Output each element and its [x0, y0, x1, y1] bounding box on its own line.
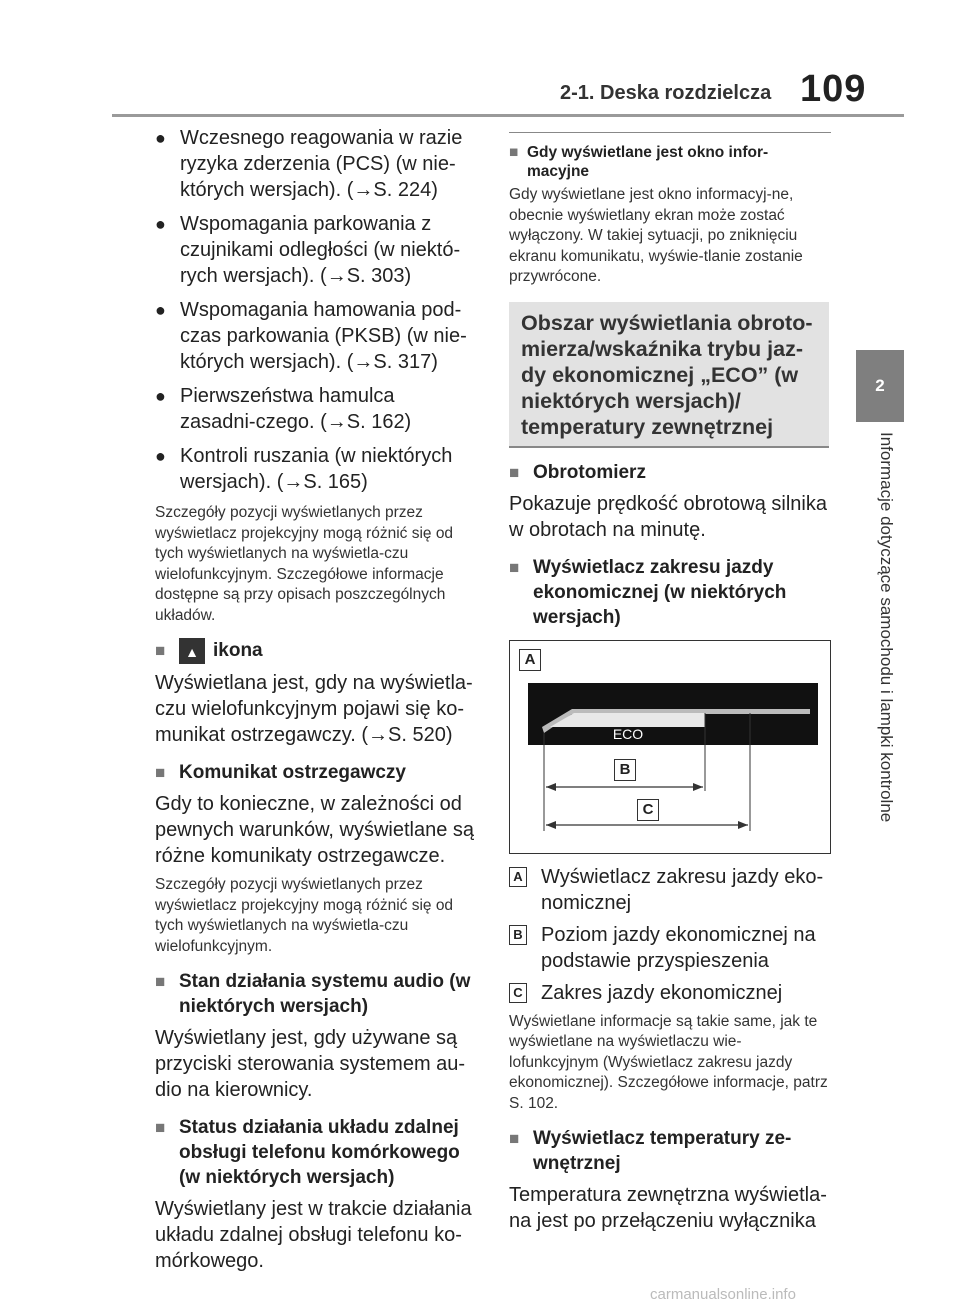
chapter-side-title: Informacje dotyczące samochodu i lampki kontrolne	[877, 432, 896, 823]
legend-item-a: A Wyświetlacz zakresu jazdy eko-nomicznej	[509, 864, 829, 916]
paragraph-warning-message: Gdy to konieczne, w zależności od pewnych warunków, wyświetlane są różne komunikaty ostrzegawcze.	[155, 793, 475, 867]
header-section-title: 2-1. Deska rozdzielcza	[560, 82, 772, 104]
bullet-icon: ●	[155, 214, 166, 234]
heading-eco-display: ■ Wyświetlacz zakresu jazdy ekonomicznej (w niektórych wersjach)	[509, 556, 787, 628]
bullet-icon: ●	[155, 128, 166, 148]
paragraph-warning-icon: Wyświetlana jest, gdy na wyświetla-czu wielofunkcyjnym pojawi się ko-munikat ostrzegawczy. (→S. 520)	[155, 672, 473, 746]
footer-watermark: carmanualsonline.info	[650, 1286, 796, 1303]
note-hud-items: Szczegóły pozycji wyświetlanych przez wyświetlacz projekcyjny mogą różnić się od tych wyświetlanych na wyświetla-czu wielofunkcyjnym. Szczegółowe informacje dostępne są przy opisach poszczególnych układów.	[155, 504, 454, 624]
warning-triangle-icon: ▲	[179, 638, 205, 664]
left-column	[155, 125, 475, 1280]
right-column	[509, 132, 829, 1240]
eco-text: ECO	[612, 725, 644, 742]
legend-key: B	[509, 925, 527, 945]
heading-phone-status: ■ Status działania układu zdalnej obsługi telefonu komórkowego (w niektórych wersjach)	[155, 1117, 460, 1188]
heading-warning-icon: ■ ▲ ikona	[155, 638, 475, 664]
square-bullet-icon: ■	[155, 763, 166, 782]
eco-bar-fill	[550, 713, 705, 727]
diagram-label-c: C	[637, 799, 659, 821]
eco-display-diagram	[509, 640, 831, 854]
list-item: ● Wczesnego reagowania w razie ryzyka zderzenia (PCS) (w nie-których wersjach). (→S. 224)	[155, 127, 463, 201]
paragraph-audio-status: Wyświetlany jest, gdy używane są przyciski sterowania systemem au-dio na kierownicy.	[155, 1027, 466, 1101]
page-number: 109	[800, 68, 867, 110]
list-item: ● Kontroli ruszania (w niektórych wersjach). (→S. 165)	[155, 445, 453, 493]
paragraph-phone-status: Wyświetlany jest w trakcie działania układu zdalnej obsługi telefonu ko-mórkowego.	[155, 1198, 472, 1272]
square-bullet-icon: ■	[155, 1118, 166, 1137]
list-item: ● Pierwszeństwa hamulca zasadni-czego. (→S. 162)	[155, 385, 412, 433]
note-hud-differences: Szczegóły pozycji wyświetlanych przez wyświetlacz projekcyjny mogą różnić się od tych wyświetlanych na wyświetla-czu wielofunkcyjnym.	[155, 876, 454, 955]
square-bullet-icon: ■	[509, 1129, 520, 1148]
eco-diagram-graphic	[510, 641, 830, 853]
square-bullet-icon: ■	[509, 144, 519, 161]
heading-tachometer: ■ Obrotomierz	[509, 461, 646, 483]
legend-item-c: C Zakres jazdy ekonomicznej	[509, 980, 829, 1006]
chapter-tab: 2	[856, 350, 904, 422]
bullet-icon: ●	[155, 300, 166, 320]
paragraph-outside-temp: Temperatura zewnętrzna wyświetla-na jest po przełączeniu wyłącznika	[509, 1184, 827, 1232]
paragraph-info-window: Gdy wyświetlane jest okno informacyj-ne, obecnie wyświetlany ekran może zostać wyłączony. W takiej sytuacji, po zniknięciu ekranu komunikatu, wyświe-tlanie zostanie przywrócone.	[509, 186, 803, 285]
paragraph-tachometer: Pokazuje prędkość obrotową silnika w obrotach na minutę.	[509, 492, 827, 541]
square-bullet-icon: ■	[155, 641, 166, 660]
heading-audio-status: ■ Stan działania systemu audio (w niektórych wersjach)	[155, 971, 471, 1017]
heading-warning-message: ■ Komunikat ostrzegawczy	[155, 762, 406, 783]
arrow-c-right	[738, 821, 748, 829]
header-divider	[112, 114, 904, 117]
legend-item-b: B Poziom jazdy ekonomicznej na podstawie przyspieszenia	[509, 922, 829, 974]
bullet-icon: ●	[155, 386, 166, 406]
legend-key: A	[509, 867, 527, 887]
list-item: ● Wspomagania hamowania pod-czas parkowania (PKSB) (w nie-których wersjach). (→S. 317)	[155, 299, 467, 373]
legend-key: C	[509, 983, 527, 1003]
section-divider	[509, 132, 831, 133]
list-item: ● Wspomagania parkowania z czujnikami odległości (w niektó-rych wersjach). (→S. 303)	[155, 213, 461, 287]
diagram-label-b: B	[614, 759, 636, 781]
note-eco-display: Wyświetlane informacje są takie same, jak te wyświetlane na wyświetlaczu wie-lofunkcyjnym (Wyświetlacz zakresu jazdy ekonomicznej). Szczegółowe informacje, patrz S. 102.	[509, 1012, 828, 1112]
bullet-icon: ●	[155, 446, 166, 466]
square-bullet-icon: ■	[509, 462, 520, 482]
arrow-b-left	[546, 783, 556, 791]
heading-outside-temp: ■ Wyświetlacz temperatury ze-wnętrznej	[509, 1128, 792, 1174]
diagram-label-a: A	[519, 649, 541, 671]
square-bullet-icon: ■	[509, 557, 520, 577]
square-bullet-icon: ■	[155, 972, 166, 991]
arrow-b-right	[693, 783, 703, 791]
arrow-c-left	[546, 821, 556, 829]
section-title-box: Obszar wyświetlania obroto-mierza/wskaźnika trybu jaz-dy ekonomicznej „ECO” (w niektórych wersjach)/ temperatury zewnętrznej	[509, 302, 829, 448]
heading-info-window: ■ Gdy wyświetlane jest okno infor-macyjne	[509, 144, 769, 180]
